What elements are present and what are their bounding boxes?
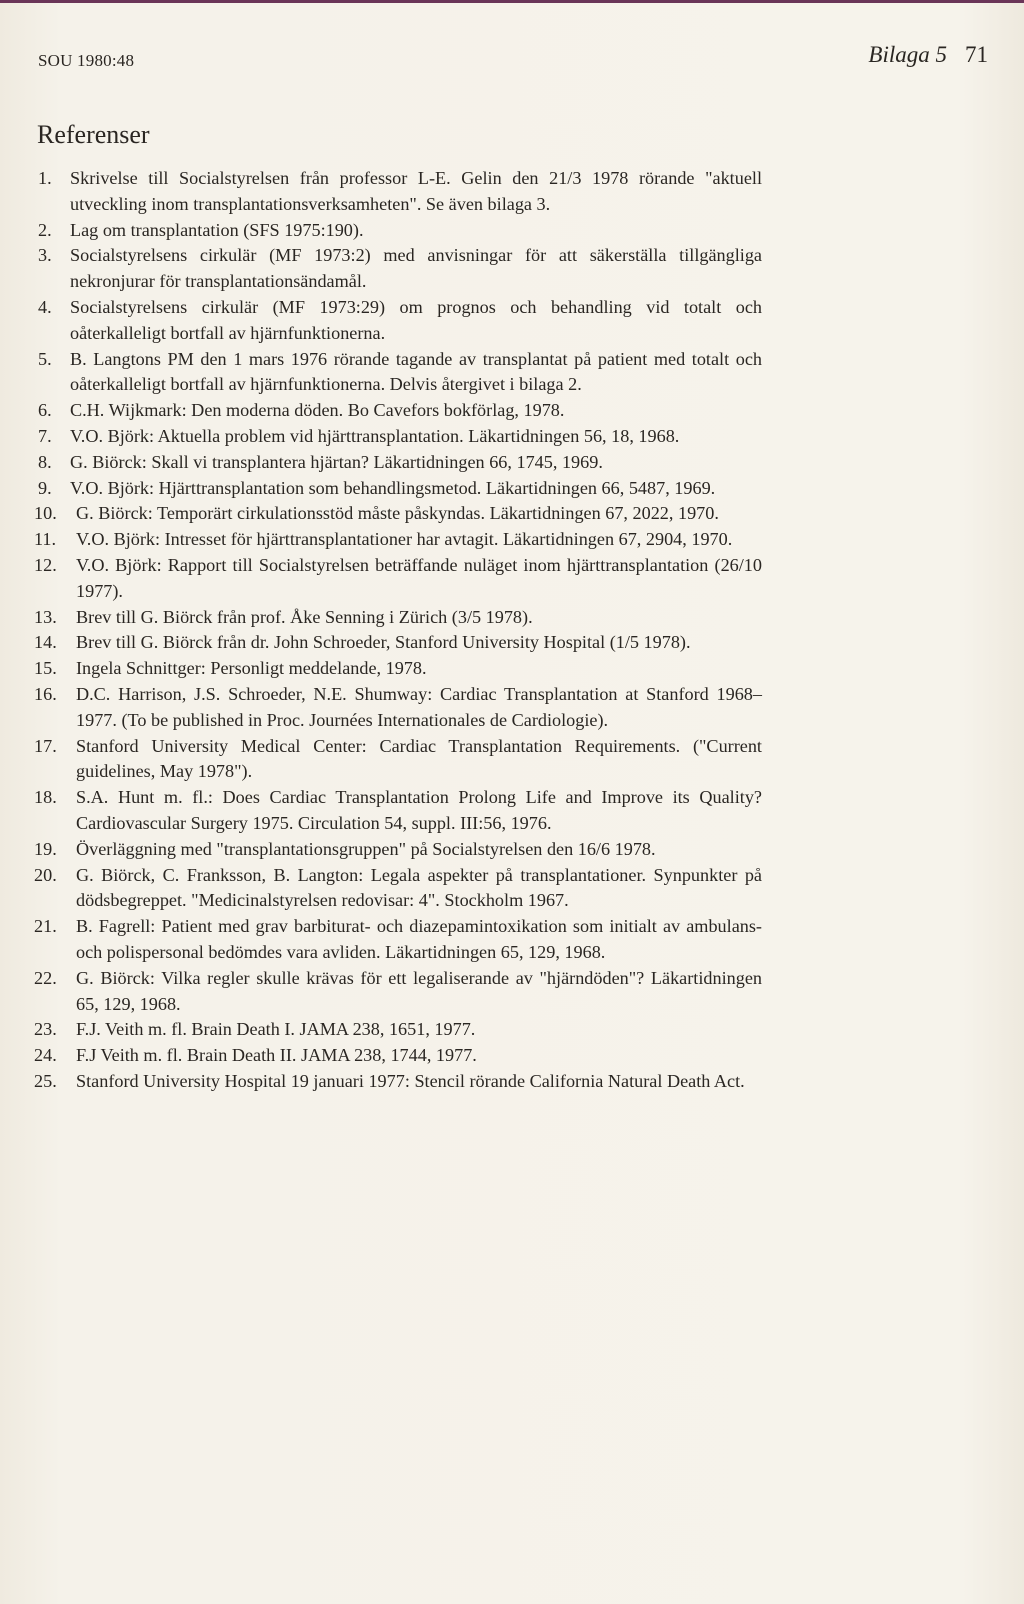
running-header-right xyxy=(868,42,988,68)
reference-text: C.H. Wijkmark: Den moderna döden. Bo Cavefors bokförlag, 1978. xyxy=(70,400,565,421)
reference-text: Brev till G. Biörck från dr. John Schroeder, Stanford University Hospital (1/5 1978). xyxy=(76,632,691,653)
reference-number: 10. xyxy=(34,503,57,524)
reference-number: 23. xyxy=(34,1019,57,1040)
reference-text: Socialstyrelsens cirkulär (MF 1973:2) med anvisningar för att säkerställa tillgängliga nekronjurar för transplantationsändamål. xyxy=(70,245,762,292)
reference-number: 4. xyxy=(38,296,52,317)
reference-item xyxy=(34,966,762,1018)
reference-number: 2. xyxy=(38,219,52,240)
reference-number: 9. xyxy=(38,477,52,498)
reference-text: Ingela Schnittger: Personligt meddelande, 1978. xyxy=(76,658,427,679)
reference-text: D.C. Harrison, J.S. Schroeder, N.E. Shumway: Cardiac Transplantation at Stanford 1968–1977. (To be published in Proc. Journées Internationales de Cardiologie). xyxy=(76,683,762,730)
reference-item xyxy=(38,218,762,244)
reference-item xyxy=(34,501,762,527)
reference-item xyxy=(38,476,762,502)
reference-item xyxy=(34,656,762,682)
reference-text: Brev till G. Biörck från prof. Åke Senning i Zürich (3/5 1978). xyxy=(76,606,533,627)
reference-number: 24. xyxy=(34,1045,57,1066)
reference-item xyxy=(34,527,762,553)
reference-number: 1. xyxy=(38,168,52,188)
reference-text: Lag om transplantation (SFS 1975:190). xyxy=(70,219,364,240)
reference-item xyxy=(38,450,762,476)
reference-text: G. Biörck: Skall vi transplantera hjärtan? Läkartidningen 66, 1745, 1969. xyxy=(70,451,603,472)
reference-text: Överläggning med "transplantationsgruppen" på Socialstyrelsen den 16/6 1978. xyxy=(76,838,656,859)
reference-text: Stanford University Medical Center: Cardiac Transplantation Requirements. ("Current guidelines, May 1978"). xyxy=(76,735,762,782)
reference-item xyxy=(34,837,762,863)
reference-number: 25. xyxy=(34,1070,57,1091)
reference-text: Skrivelse till Socialstyrelsen från professor L-E. Gelin den 21/3 1978 rörande "aktuell utveckling inom transplantationsverksamheten". Se även bilaga 3. xyxy=(70,168,762,214)
reference-number: 21. xyxy=(34,916,57,937)
reference-item xyxy=(34,785,762,837)
reference-text: G. Biörck: Temporärt cirkulationsstöd måste påskyndas. Läkartidningen 67, 2022, 1970. xyxy=(76,503,719,524)
reference-text: V.O. Björk: Aktuella problem vid hjärttransplantation. Läkartidningen 56, 18, 1968. xyxy=(70,425,680,446)
reference-text: B. Langtons PM den 1 mars 1976 rörande tagande av transplantat på patient med totalt och oåterkalleligt bortfall av hjärnfunktionerna. Delvis återgivet i bilaga 2. xyxy=(70,348,762,395)
reference-text: Socialstyrelsens cirkulär (MF 1973:29) om prognos och behandling vid totalt och oåterkalleligt bortfall av hjärnfunktionerna. xyxy=(70,296,762,343)
reference-item xyxy=(34,1017,762,1043)
reference-item xyxy=(34,630,762,656)
reference-item xyxy=(34,682,762,734)
reference-text: F.J. Veith m. fl. Brain Death I. JAMA 238, 1651, 1977. xyxy=(76,1019,476,1040)
reference-number: 13. xyxy=(34,606,57,627)
reference-text: Stanford University Hospital 19 januari 1977: Stencil rörande California Natural Death Act. xyxy=(76,1070,745,1091)
reference-text: F.J Veith m. fl. Brain Death II. JAMA 238, 1744, 1977. xyxy=(76,1045,477,1066)
reference-item xyxy=(34,863,762,915)
running-header-sou: SOU 1980:48 xyxy=(38,51,135,70)
reference-number: 12. xyxy=(34,554,57,575)
page-number: 71 xyxy=(965,42,988,67)
reference-item xyxy=(34,1069,762,1095)
reference-number: 6. xyxy=(38,400,52,421)
reference-item xyxy=(38,347,762,399)
reference-number: 7. xyxy=(38,425,52,446)
reference-number: 17. xyxy=(34,735,57,756)
reference-number: 5. xyxy=(38,348,52,369)
reference-text: V.O. Björk: Rapport till Socialstyrelsen beträffande nuläget inom hjärttransplantation (26/10 1977). xyxy=(76,554,762,601)
reference-number: 11. xyxy=(34,529,57,550)
reference-text: V.O. Björk: Hjärttransplantation som behandlingsmetod. Läkartidningen 66, 5487, 1969. xyxy=(70,477,716,498)
reference-text: G. Biörck: Vilka regler skulle krävas för ett legaliserande av "hjärndöden"? Läkartidningen 65, 129, 1968. xyxy=(76,967,762,1014)
reference-number: 15. xyxy=(34,658,57,679)
reference-number: 22. xyxy=(34,967,57,988)
reference-item xyxy=(34,914,762,966)
reference-item xyxy=(38,398,762,424)
page-top-edge xyxy=(0,0,1024,3)
reference-text: V.O. Björk: Intresset för hjärttransplantationer har avtagit. Läkartidningen 67, 2904, 1970. xyxy=(76,529,733,550)
page-title: Referenser xyxy=(37,120,150,149)
reference-number: 16. xyxy=(34,683,57,704)
reference-number: 20. xyxy=(34,864,57,885)
reference-number: 14. xyxy=(34,632,57,653)
reference-number: 8. xyxy=(38,451,52,472)
reference-number: 19. xyxy=(34,838,57,859)
reference-text: G. Biörck, C. Franksson, B. Langton: Legala aspekter på transplantationer. Synpunkter på dödsbegreppet. "Medicinalstyrelsen redovisar: 4". Stockholm 1967. xyxy=(76,864,762,911)
reference-item xyxy=(34,553,762,605)
section-label: Bilaga 5 xyxy=(868,42,947,67)
reference-item xyxy=(34,605,762,631)
reference-item xyxy=(34,734,762,786)
reference-item xyxy=(38,424,762,450)
reference-item xyxy=(34,1043,762,1069)
reference-text: B. Fagrell: Patient med grav barbiturat- och diazepamintoxikation som initialt av ambulans- och polispersonal bedömdes vara avliden. Läkartidningen 65, 129, 1968. xyxy=(76,916,762,962)
reference-number: 3. xyxy=(38,245,52,266)
reference-item xyxy=(38,295,762,347)
reference-item xyxy=(38,243,762,295)
reference-number: 18. xyxy=(34,787,57,808)
reference-list xyxy=(34,166,762,1095)
reference-text: S.A. Hunt m. fl.: Does Cardiac Transplantation Prolong Life and Improve its Quality? Cardiovascular Surgery 1975. Circulation 54, suppl. III:56, 1976. xyxy=(76,787,762,833)
reference-item xyxy=(38,166,762,218)
